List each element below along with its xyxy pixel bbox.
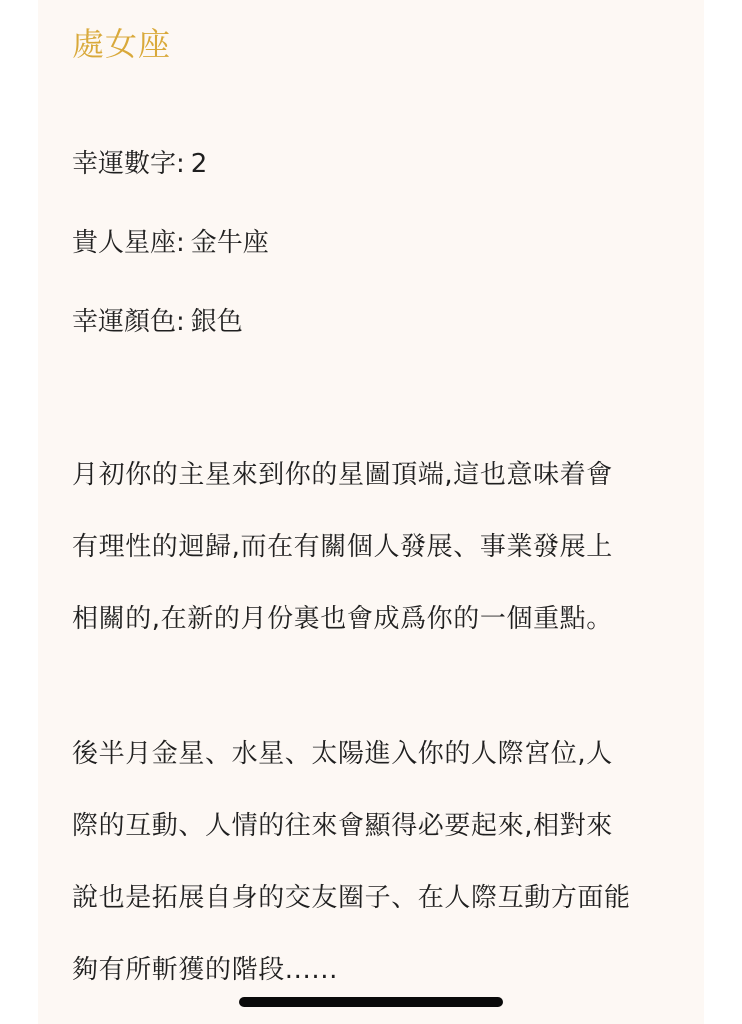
lucky-color-label: 幸運顏色: bbox=[72, 307, 185, 337]
lucky-number-label: 幸運數字: bbox=[72, 149, 185, 179]
noble-sign-row bbox=[72, 225, 269, 261]
paragraph-line: 相關的,在新的月份裏也會成爲你的一個重點。 bbox=[72, 604, 613, 634]
lucky-color-row bbox=[72, 304, 243, 340]
lucky-color-value: 銀色 bbox=[190, 307, 243, 337]
paragraph-month-second-half bbox=[72, 718, 672, 1006]
paragraph-month-start bbox=[72, 439, 672, 655]
noble-sign-value: 金牛座 bbox=[190, 228, 269, 258]
paragraph-line: 有理性的迴歸,而在有關個人發展、事業發展上 bbox=[72, 532, 613, 562]
sign-title: 處女座 bbox=[72, 25, 172, 63]
paragraph-line: 夠有所斬獲的階段...... bbox=[72, 955, 338, 985]
paragraph-line: 際的互動、人情的往來會顯得必要起來,相對來 bbox=[72, 811, 613, 841]
paragraph-line: 說也是拓展自身的交友圈子、在人際互動方面能 bbox=[72, 883, 631, 913]
noble-sign-label: 貴人星座: bbox=[72, 228, 185, 258]
lucky-number-row bbox=[72, 146, 207, 182]
horoscope-card bbox=[38, 0, 704, 1024]
lucky-number-value: 2 bbox=[190, 149, 208, 179]
paragraph-line: 月初你的主星來到你的星圖頂端,這也意味着會 bbox=[72, 460, 613, 490]
paragraph-line: 後半月金星、水星、太陽進入你的人際宮位,人 bbox=[72, 739, 613, 769]
home-indicator[interactable] bbox=[239, 997, 503, 1007]
